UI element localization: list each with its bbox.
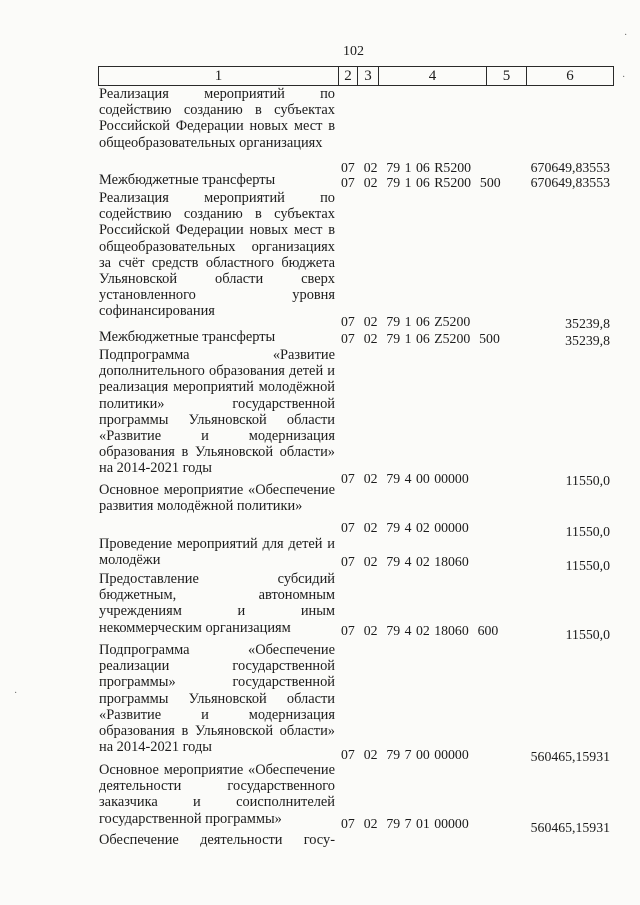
header-col-3: 3 (358, 67, 379, 85)
row-code: 07 02 79 1 06 R5200 500 (341, 175, 501, 190)
scan-speck: · (624, 30, 628, 41)
header-col-4: 4 (379, 67, 487, 85)
row-sum: 560465,15931 (530, 820, 610, 835)
row-name: Предоставление субсидий бюджетным, автономным учреждениям и иным некоммерческим организациям (99, 571, 335, 636)
table-header (98, 66, 614, 86)
row-sum: 11550,0 (565, 558, 610, 573)
row-name: Проведение мероприятий для детей и молодёжи (99, 536, 335, 569)
row-sum: 670649,83553 (530, 160, 610, 175)
page-number: 102 (343, 44, 364, 59)
row-code: 07 02 79 7 01 00000 (341, 816, 469, 831)
row-code: 07 02 79 4 00 00000 (341, 471, 469, 486)
row-code: 07 02 79 1 06 R5200 (341, 160, 472, 175)
row-name: Межбюджетные трансферты (99, 329, 276, 345)
row-sum: 11550,0 (565, 627, 610, 642)
scan-speck: · (622, 72, 626, 83)
row-name: Подпрограмма «Развитие дополнительного образования детей и реализация мероприятий молодёжной политики» государственной программы Ульяновской области «Развитие и модернизация образования в Ульяновской области» на 2014-2021 годы (99, 347, 335, 477)
row-name: Обеспечение деятельности госу- (99, 832, 335, 848)
row-name: Реализация мероприятий по содействию созданию в субъектах Российской Федерации новых мест в общеобразовательных организациях (99, 86, 335, 151)
scan-speck: · (14, 688, 18, 699)
header-col-5: 5 (487, 67, 527, 85)
row-sum: 11550,0 (565, 473, 610, 488)
row-name: Основное мероприятие «Обеспечение деятельности государственного заказчика и соисполнителей государственной программы» (99, 762, 335, 827)
header-col-2: 2 (339, 67, 358, 85)
row-sum: 560465,15931 (530, 749, 610, 764)
row-code: 07 02 79 4 02 18060 (341, 554, 469, 569)
row-code: 07 02 79 7 00 00000 (341, 747, 469, 762)
row-sum: 670649,83553 (530, 175, 610, 190)
row-code: 07 02 79 1 06 Z5200 500 (341, 331, 500, 346)
row-code: 07 02 79 4 02 18060 600 (341, 623, 499, 638)
row-sum: 11550,0 (565, 524, 610, 539)
row-sum: 35239,8 (565, 316, 610, 331)
header-col-1: 1 (99, 67, 339, 85)
row-code: 07 02 79 1 06 Z5200 (341, 314, 471, 329)
row-name: Реализация мероприятий по содействию созданию в субъектах Российской Федерации новых мест в общеобразовательных организациях за счёт средств областного бюджета Ульяновской области сверх установленного уровня софинансирования (99, 190, 335, 320)
row-name: Межбюджетные трансферты (99, 172, 276, 188)
row-code: 07 02 79 4 02 00000 (341, 520, 469, 535)
row-sum: 35239,8 (565, 333, 610, 348)
row-name: Подпрограмма «Обеспечение реализации государственной программы» государственной программы Ульяновской области «Развитие и модернизация образования в Ульяновской области» на 2014-2021 годы (99, 642, 335, 756)
row-name: Основное мероприятие «Обеспечение развития молодёжной политики» (99, 482, 335, 515)
header-col-6: 6 (566, 68, 574, 84)
